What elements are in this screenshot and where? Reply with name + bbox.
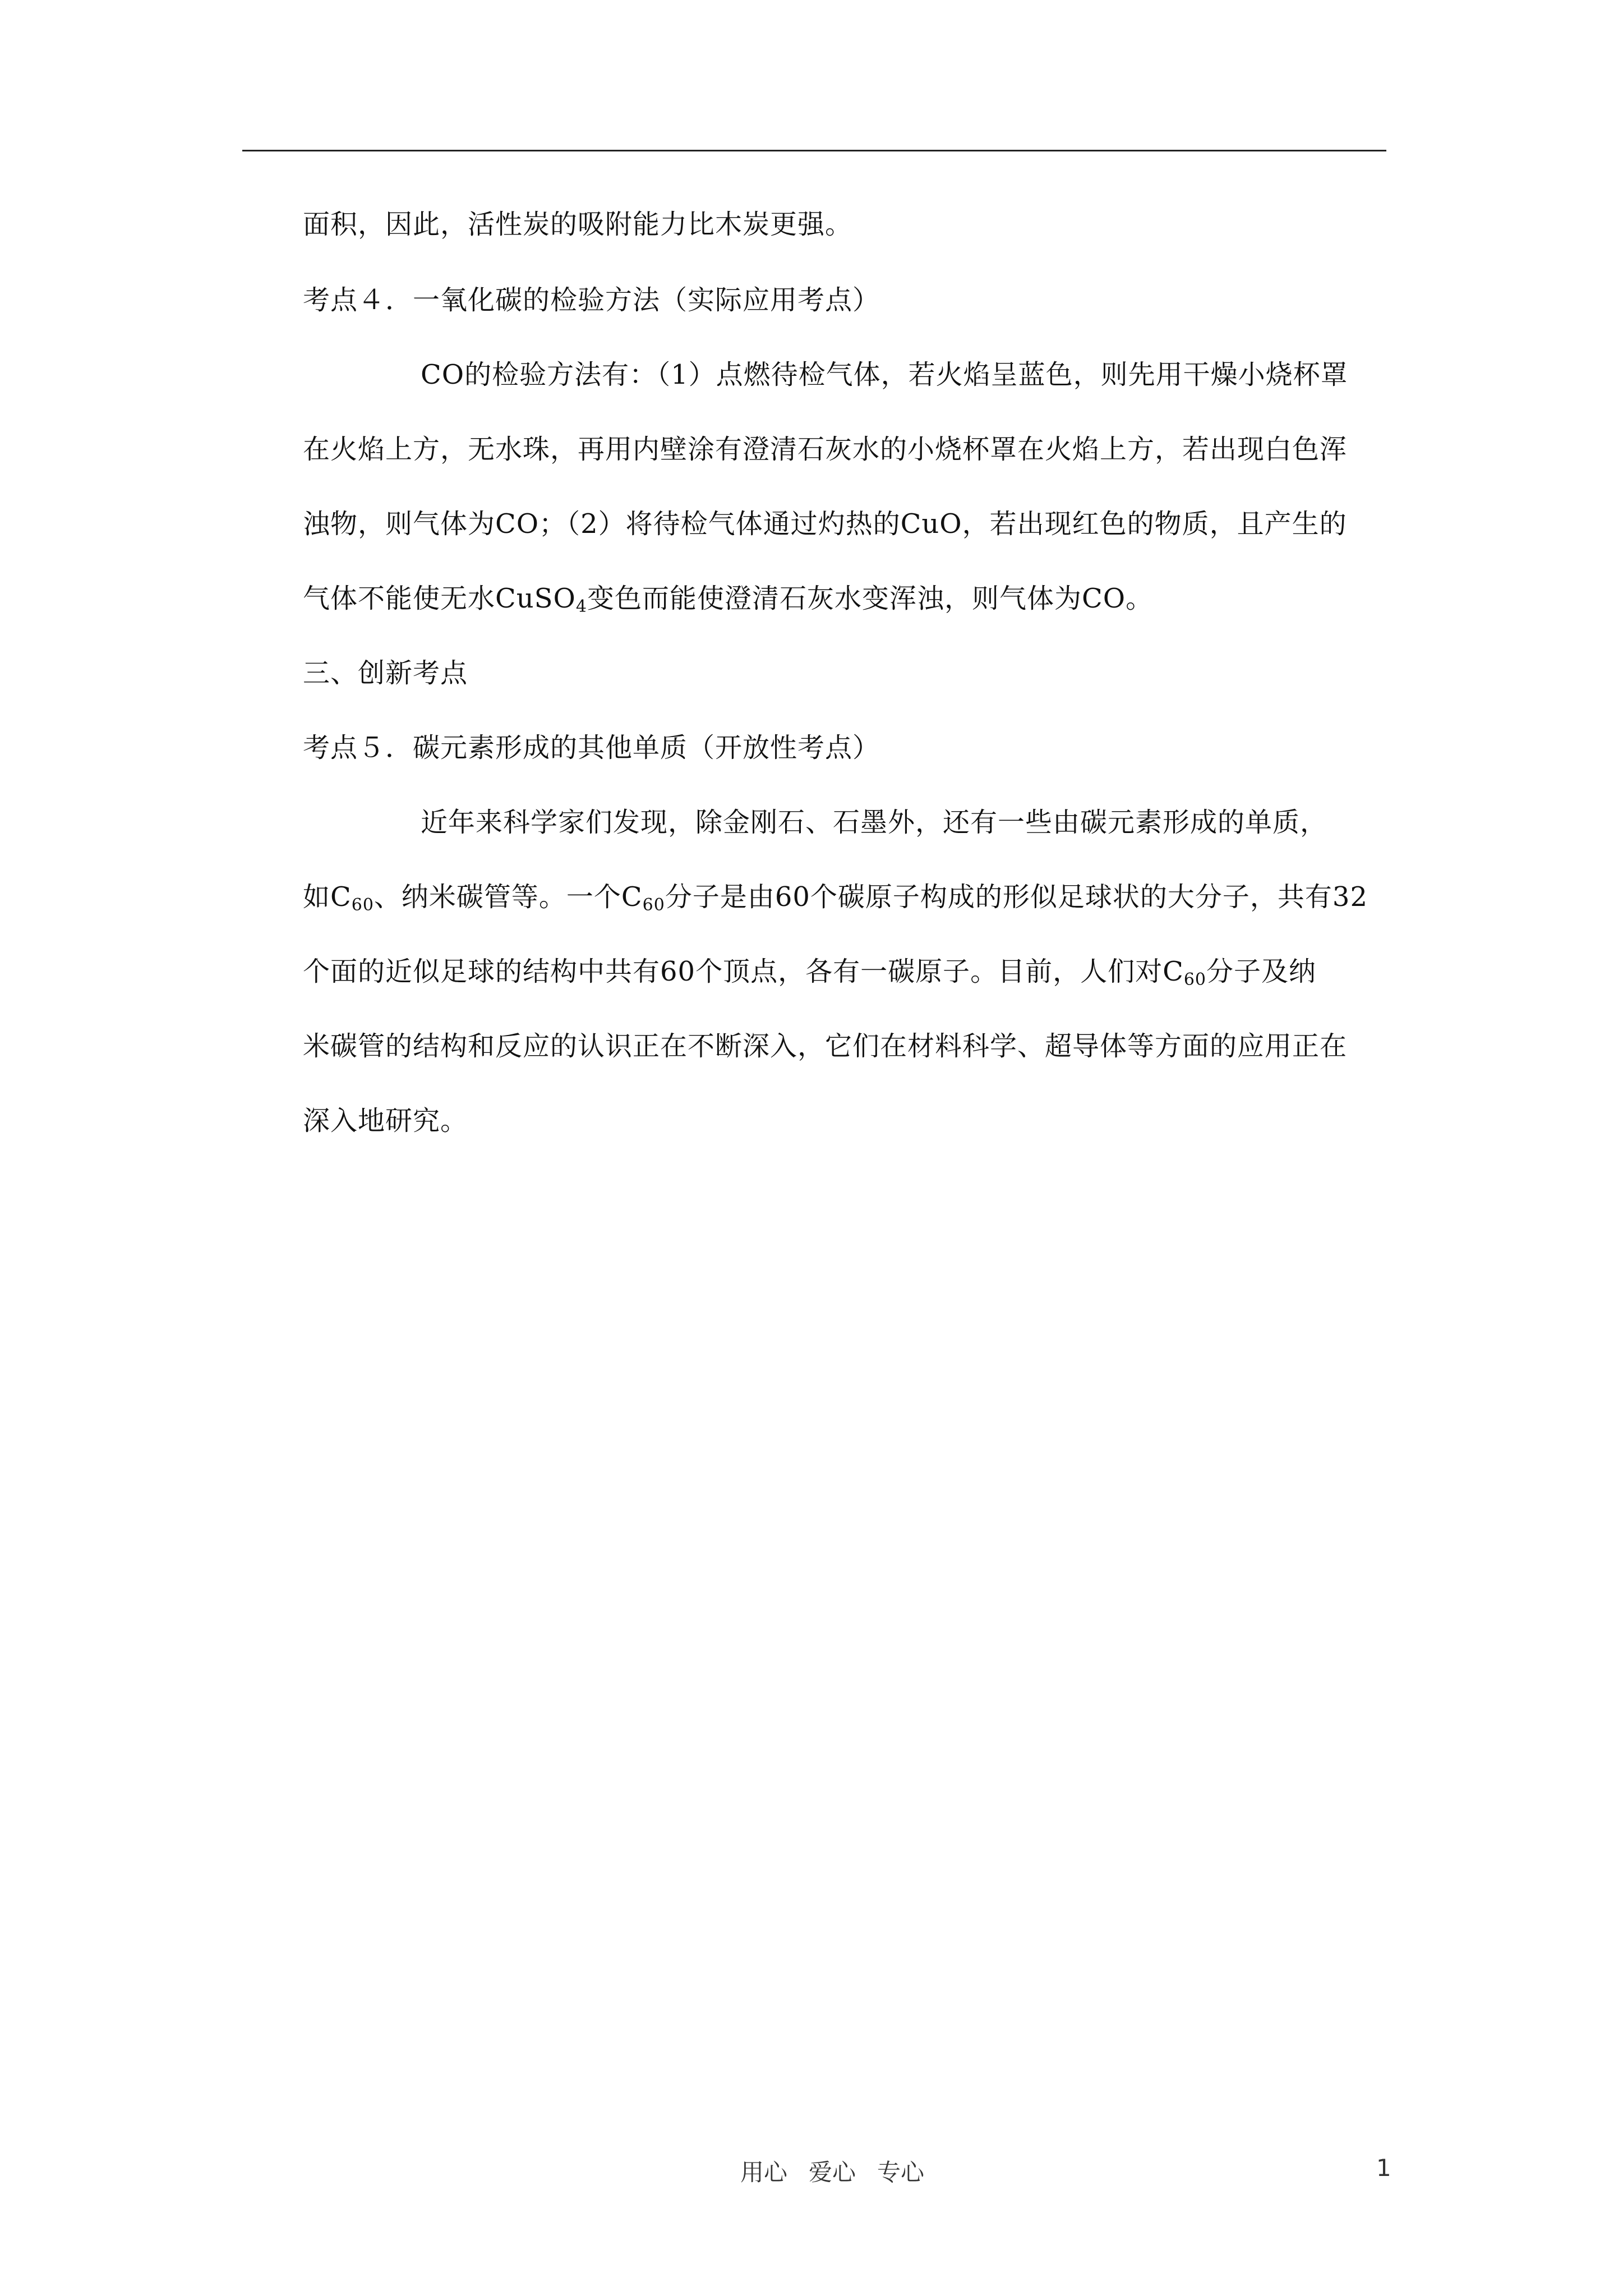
- footer-motto: [740, 2154, 946, 2188]
- header-rule: [242, 150, 1386, 151]
- subscript: 60: [1183, 970, 1206, 990]
- text-run: 变色而能使澄清石灰水变浑浊，则气体为CO。: [587, 583, 1154, 614]
- section-title: 三、创新考点: [303, 657, 468, 689]
- subscript: 4: [575, 597, 587, 616]
- subscript: 60: [351, 895, 374, 915]
- footer-word: 专心: [877, 2159, 925, 2186]
- text-run: 气体不能使无水CuSO: [303, 583, 576, 614]
- paragraph-line: [303, 880, 1368, 914]
- footer-word: 用心: [740, 2159, 788, 2186]
- paragraph-line: 在火焰上方，无水珠，再用内壁涂有澄清石灰水的小烧杯罩在火焰上方，若出现白色浑: [303, 434, 1348, 465]
- paragraph-line: [303, 582, 1153, 615]
- paragraph-line: 面积，因此，活性炭的吸附能力比木炭更强。: [303, 209, 853, 240]
- paragraph-line: CO的检验方法有：（1）点燃待检气体，若火焰呈蓝色，则先用干燥小烧杯罩: [421, 359, 1348, 390]
- subscript: 60: [642, 895, 665, 915]
- text-run: 分子是由60个碳原子构成的形似足球状的大分子，共有32: [665, 881, 1368, 913]
- text-run: 个面的近似足球的结构中共有60个顶点，各有一碳原子。目前，人们对C: [303, 956, 1184, 987]
- paragraph-line: [303, 955, 1316, 988]
- paragraph-line: 浊物，则气体为CO；（2）将待检气体通过灼热的CuO，若出现红色的物质，且产生的: [303, 508, 1347, 540]
- text-run: 、纳米碳管等。一个C: [374, 881, 643, 913]
- paragraph-line: 近年来科学家们发现，除金刚石、石墨外，还有一些由碳元素形成的单质，: [421, 807, 1328, 838]
- paragraph-line: 深入地研究。: [303, 1105, 468, 1137]
- text-run: 分子及纳: [1206, 956, 1317, 987]
- section-heading-kaodian-5: 考点５．碳元素形成的其他单质（开放性考点）: [303, 732, 880, 763]
- paragraph-line: 米碳管的结构和反应的认识正在不断深入，它们在材料科学、超导体等方面的应用正在: [303, 1030, 1348, 1062]
- text-run: 如C: [303, 881, 352, 913]
- footer-word: 爱心: [809, 2159, 856, 2186]
- page-number: 1: [1376, 2154, 1391, 2182]
- section-heading-kaodian-4: 考点４．一氧化碳的检验方法（实际应用考点）: [303, 284, 880, 316]
